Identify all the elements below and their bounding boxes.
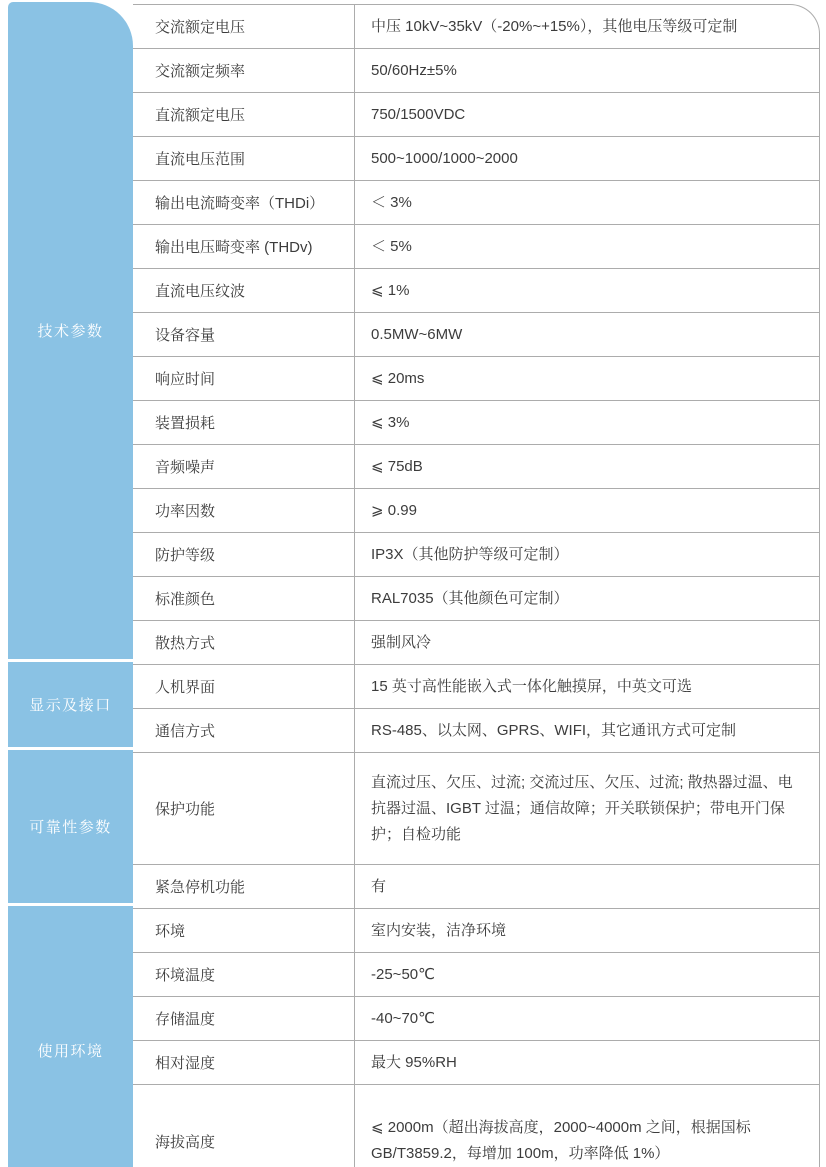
param-cell: 输出电压畸变率 (THDv) xyxy=(133,225,355,268)
table-row xyxy=(133,1041,819,1085)
table-row xyxy=(133,533,819,577)
param-cell: 散热方式 xyxy=(133,621,355,664)
param-cell: 功率因数 xyxy=(133,489,355,532)
param-cell: 音频噪声 xyxy=(133,445,355,488)
param-cell: 人机界面 xyxy=(133,665,355,708)
table-row xyxy=(133,665,819,709)
table-row xyxy=(133,269,819,313)
param-cell: 直流额定电压 xyxy=(133,93,355,136)
table-row xyxy=(133,181,819,225)
param-cell: 标准颜色 xyxy=(133,577,355,620)
value-cell: ⩾ 0.99 xyxy=(371,501,417,519)
value-cell: ＜ 3% xyxy=(371,193,412,211)
table-row xyxy=(133,489,819,533)
table-row xyxy=(133,621,819,665)
param-cell: 海拔高度 xyxy=(133,1085,355,1167)
sidebar-section-label: 技术参数 xyxy=(8,2,133,659)
param-cell: 相对湿度 xyxy=(133,1041,355,1084)
value-cell: 中压 10kV~35kV（-20%~+15%），其他电压等级可定制 xyxy=(371,17,738,35)
param-cell: 存储温度 xyxy=(133,997,355,1040)
param-cell: 防护等级 xyxy=(133,533,355,576)
value-cell: 最大 95%RH xyxy=(371,1053,457,1071)
value-cell: ⩽ 20ms xyxy=(371,369,425,387)
table-row xyxy=(133,753,819,865)
table-row xyxy=(133,865,819,909)
table-row xyxy=(133,953,819,997)
table-row xyxy=(133,709,819,753)
value-cell: 750/1500VDC xyxy=(371,105,466,123)
param-cell: 环境温度 xyxy=(133,953,355,996)
table-row xyxy=(133,401,819,445)
param-cell: 装置损耗 xyxy=(133,401,355,444)
value-cell: ＜ 5% xyxy=(371,237,412,255)
value-cell: 500~1000/1000~2000 xyxy=(371,149,518,167)
value-cell: IP3X（其他防护等级可定制） xyxy=(371,545,569,563)
table-row xyxy=(133,313,819,357)
table-row xyxy=(133,997,819,1041)
table-row xyxy=(133,909,819,953)
value-cell: RS-485、以太网、GPRS、WIFI，其它通讯方式可定制 xyxy=(371,721,737,739)
value-cell: 强制风冷 xyxy=(371,633,432,651)
sidebar-section-label: 可靠性参数 xyxy=(8,750,133,903)
param-cell: 交流额定频率 xyxy=(133,49,355,92)
table-row xyxy=(133,357,819,401)
value-cell: 室内安装，洁净环境 xyxy=(371,921,507,939)
param-cell: 输出电流畸变率（THDi） xyxy=(133,181,355,224)
param-cell: 交流额定电压 xyxy=(133,5,355,48)
value-cell: ⩽ 3% xyxy=(371,413,410,431)
value-cell: ⩽ 75dB xyxy=(371,457,423,475)
value-cell: 有 xyxy=(371,877,387,895)
param-cell: 紧急停机功能 xyxy=(133,865,355,908)
table-row xyxy=(133,137,819,181)
table-row xyxy=(133,1085,819,1167)
table-row xyxy=(133,225,819,269)
table-row xyxy=(133,5,819,49)
value-cell: -40~70℃ xyxy=(371,1009,435,1027)
param-cell: 直流电压纹波 xyxy=(133,269,355,312)
sidebar-section-label: 使用环境 xyxy=(8,906,133,1167)
param-cell: 直流电压范围 xyxy=(133,137,355,180)
param-cell: 保护功能 xyxy=(133,753,355,864)
param-cell: 环境 xyxy=(133,909,355,952)
value-cell: RAL7035（其他颜色可定制） xyxy=(371,589,569,607)
param-cell: 设备容量 xyxy=(133,313,355,356)
param-cell: 通信方式 xyxy=(133,709,355,752)
category-sidebar xyxy=(8,2,133,1167)
value-cell: 0.5MW~6MW xyxy=(371,325,463,343)
value-cell: ⩽ 1% xyxy=(371,281,410,299)
spec-table xyxy=(133,4,820,1167)
value-cell: ⩽ 2000m（超出海拔高度，2000~4000m 之间，根据国标 GB/T3859.2，每增加 100m，功率降低 1%） xyxy=(371,1119,751,1162)
value-cell: 15 英寸高性能嵌入式一体化触摸屏，中英文可选 xyxy=(371,677,692,695)
sidebar-section-label: 显示及接口 xyxy=(8,662,133,747)
table-row xyxy=(133,93,819,137)
param-cell: 响应时间 xyxy=(133,357,355,400)
value-cell: 50/60Hz±5% xyxy=(371,61,457,79)
table-row xyxy=(133,49,819,93)
table-row xyxy=(133,577,819,621)
value-cell: -25~50℃ xyxy=(371,965,435,983)
table-row xyxy=(133,445,819,489)
value-cell: 直流过压、欠压、过流; 交流过压、欠压、过流; 散热器过温、电抗器过温、IGBT 过温；通信故障；开关联锁保护；带电开门保护；自检功能 xyxy=(371,773,793,843)
